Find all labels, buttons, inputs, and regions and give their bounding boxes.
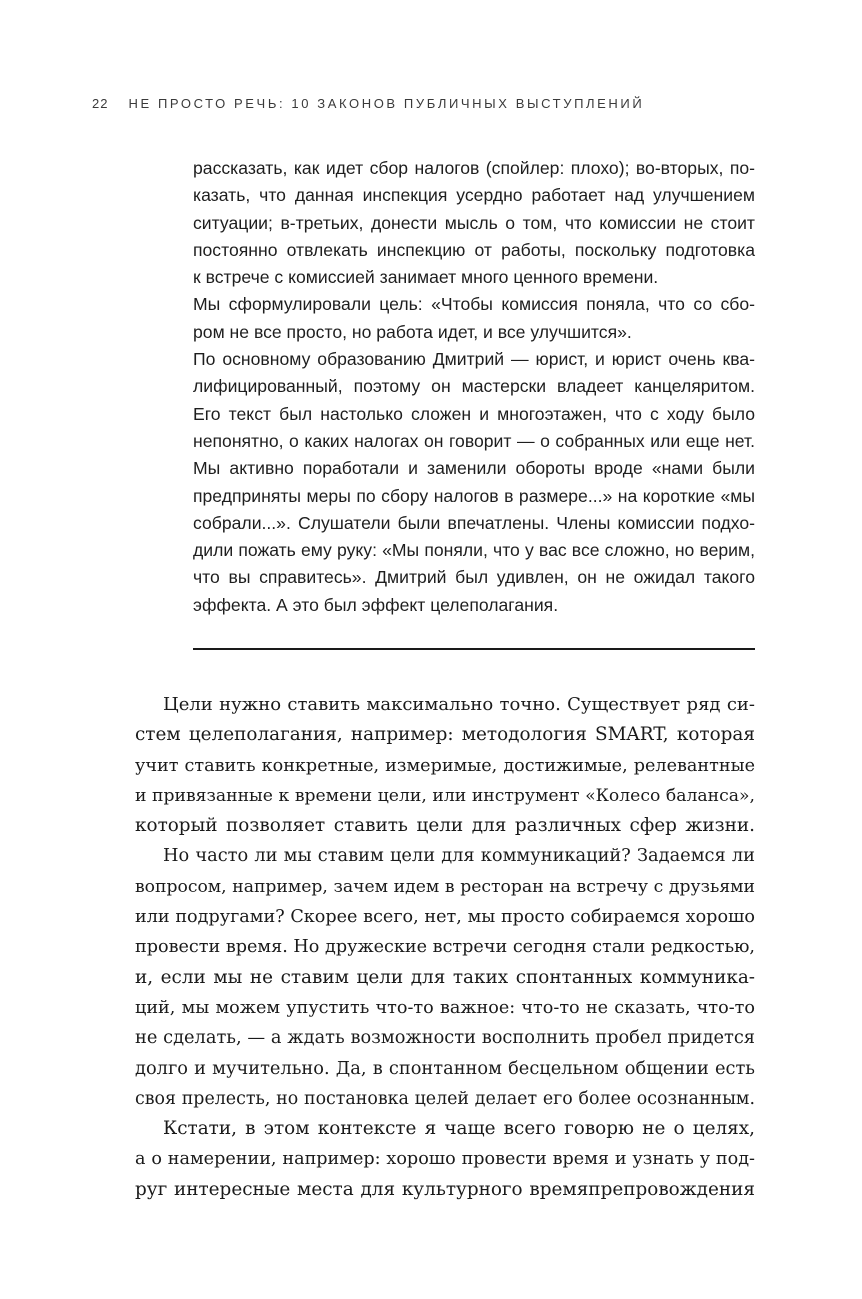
body-line: не сделать, — а ждать возможности восполнить пробел придется bbox=[135, 1027, 755, 1049]
case-study-sidebar bbox=[193, 155, 755, 619]
body-line: или подругами? Скорее всего, нет, мы просто собираемся хорошо bbox=[135, 907, 755, 928]
body-line: учит ставить конкретные, измеримые, достижимые, релевантные bbox=[135, 755, 755, 776]
body-line: провести время. Но дружеские встречи сегодня стали редкостью, bbox=[135, 937, 755, 958]
book-title: НЕ ПРОСТО РЕЧЬ: 10 ЗАКОНОВ ПУБЛИЧНЫХ ВЫСТУПЛЕНИЙ bbox=[128, 96, 645, 111]
sidebar-line: дили пожать ему руку: «Мы поняли, что у вас все сложно, но верим, bbox=[193, 540, 755, 561]
sidebar-line: что вы справитесь». Дмитрий был удивлен, он не ожидал такого bbox=[193, 567, 755, 588]
sidebar-line: Мы активно поработали и заменили обороты вроде «нами были bbox=[193, 458, 755, 479]
sidebar-line: Мы сформулировали цель: «Чтобы комиссия поняла, что со сбо- bbox=[193, 294, 755, 315]
body-line: а о намерении, например: хорошо провести время и узнать у под- bbox=[135, 1149, 755, 1170]
sidebar-line: к встрече с комиссией занимает много ценного времени. bbox=[193, 267, 659, 288]
body-line: Но часто ли мы ставим цели для коммуникаций? Задаемся ли bbox=[163, 845, 755, 867]
page-number: 22 bbox=[92, 96, 109, 111]
body-line: и, если мы не ставим цели для таких спонтанных коммуника- bbox=[135, 966, 755, 988]
body-line: ций, мы можем упустить что-то важное: что-то не сказать, что-то bbox=[135, 997, 755, 1018]
sidebar-line: собрали...». Слушатели были впечатлены. Члены комиссии подхо- bbox=[193, 512, 755, 533]
sidebar-line: ситуации; в-третьих, донести мысль о том, что комиссии не стоит bbox=[193, 212, 755, 233]
body-line: который позволяет ставить цели для различных сфер жизни. bbox=[135, 815, 755, 837]
body-line: вопросом, например, зачем идем в ресторан на встречу с друзьями bbox=[135, 876, 755, 897]
body-line: долго и мучительно. Да, в спонтанном бесцельном общении есть bbox=[135, 1057, 755, 1079]
sidebar-line: непонятно, о каких налогах он говорит — о собранных или еще нет. bbox=[193, 430, 755, 451]
sidebar-line: предприняты меры по сбору налогов в размере...» на короткие «мы bbox=[193, 485, 755, 506]
body-text bbox=[135, 690, 755, 1205]
body-line: руг интересные места для культурного времяпрепровождения bbox=[135, 1178, 755, 1200]
sidebar-line: лифицированный, поэтому он мастерски владеет канцеляритом. bbox=[193, 376, 755, 397]
body-line: Цели нужно ставить максимально точно. Существует ряд си- bbox=[163, 694, 755, 715]
sidebar-line: казать, что данная инспекция усердно работает над улучшением bbox=[193, 185, 755, 206]
body-line: стем целеполагания, например: методология SMART, которая bbox=[135, 724, 755, 746]
sidebar-divider bbox=[193, 648, 755, 650]
body-line: своя прелесть, но постановка целей делает его более осознанным. bbox=[135, 1088, 755, 1109]
running-header bbox=[92, 96, 644, 111]
sidebar-line: ром не все просто, но работа идет, и все улучшится». bbox=[193, 321, 632, 342]
sidebar-line: постоянно отвлекать инспекцию от работы, поскольку подготовка bbox=[193, 239, 755, 260]
sidebar-line: По основному образованию Дмитрий — юрист, и юрист очень ква- bbox=[193, 349, 755, 370]
sidebar-line: Его текст был настолько сложен и многоэтажен, что с ходу было bbox=[193, 403, 755, 424]
sidebar-line: эффекта. А это был эффект целеполагания. bbox=[193, 594, 559, 615]
body-line: Кстати, в этом контексте я чаще всего говорю не о целях, bbox=[163, 1118, 755, 1140]
body-line: и привязанные к времени цели, или инструмент «Колесо баланса», bbox=[135, 785, 755, 806]
sidebar-line: рассказать, как идет сбор налогов (спойлер: плохо); во-вторых, по- bbox=[193, 158, 755, 178]
